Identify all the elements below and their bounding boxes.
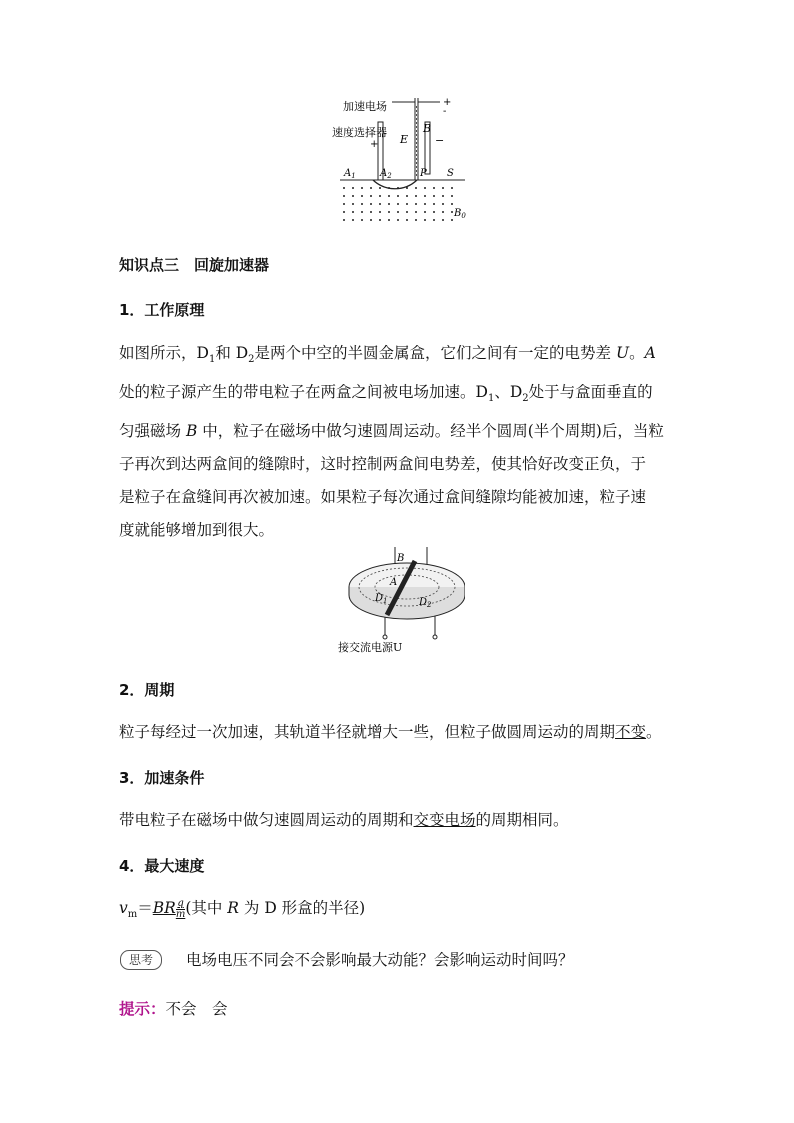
sign-plus-top: + [443,97,452,108]
field-dot [379,203,381,205]
working-principle-paragraph [119,337,679,547]
label-P: P [420,168,427,179]
caption-ac-source: 接交流电源U [338,641,403,654]
field-dot [442,219,444,221]
field-dot [451,211,453,213]
heading-accel-condition: 3．加速条件 [119,769,205,787]
sign-minus-top: - [443,106,447,117]
field-dot [343,195,345,197]
field-dot [343,219,345,221]
field-dot [424,195,426,197]
label-B0: $B_0$ [454,208,466,220]
period-text: 粒子每经过一次加速，其轨道半径就增大一些，但粒子做圆周运动的周期不变。 [119,723,662,741]
field-dot [388,219,390,221]
field-dot [379,187,381,189]
field-dot [370,187,372,189]
field-dot [451,219,453,221]
field-dot [352,195,354,197]
field-dot [406,219,408,221]
heading-period: 2．周期 [119,681,175,699]
think-question: 电场电压不同会不会影响最大动能？会影响运动时间吗？ [186,951,574,969]
field-dot [424,211,426,213]
field-dot [370,203,372,205]
label-velocity-selector: 速度选择器 [332,126,387,139]
field-dot [379,195,381,197]
heading-working-principle: 1．工作原理 [119,301,205,319]
label-D1: $D_1$ [375,593,388,605]
field-dot [397,211,399,213]
label-accel-field: 加速电场 [343,100,387,113]
para-line-5: 是粒子在盒缝间再次被加速。如果粒子每次通过盒间缝隙均能被加速，粒子速 [119,488,647,507]
field-dot [352,219,354,221]
field-dot [406,195,408,197]
field-dot [388,195,390,197]
field-dot [343,211,345,213]
field-dot [415,203,417,205]
field-dot [451,203,453,205]
field-dot [433,211,435,213]
field-dot [379,219,381,221]
field-dot [361,187,363,189]
label-D2: $D_2$ [419,597,432,609]
field-dot [343,203,345,205]
field-dot [442,203,444,205]
accel-condition-text: 带电粒子在磁场中做匀速圆周运动的周期和交变电场的周期相同。 [119,811,569,829]
field-dot [379,211,381,213]
field-dot [442,195,444,197]
field-dot [433,195,435,197]
field-dot [433,203,435,205]
sign-minus-right: − [435,134,445,147]
hint-line [119,997,228,1019]
label-A: A [390,577,398,588]
label-S: S [447,168,454,179]
field-dot [415,211,417,213]
field-dot [361,195,363,197]
field-dot [388,211,390,213]
para-line-3: 匀强磁场 B 中，粒子在磁场中做匀速圆周运动。经半个圆周(半个周期)后，当粒 [119,422,664,441]
field-dot [415,195,417,197]
label-A2: $A_2$ [380,168,392,180]
hint-label: 提示： [119,1000,166,1018]
field-dot [370,195,372,197]
think-badge: 思考 [120,950,162,970]
field-dot [361,219,363,221]
sign-plus-left: + [370,139,379,150]
field-dot [433,187,435,189]
field-dot [442,211,444,213]
label-A1: $A_1$ [344,168,356,180]
label-B: B [397,553,405,564]
para-line-1: 如图所示，$D_1$和 $D_2$是两个中空的半圆金属盒，它们之间有一定的电势差 U。A [119,344,656,366]
heading-max-speed: 4．最大速度 [119,857,205,875]
field-dot [352,203,354,205]
field-dot [415,187,417,189]
field-dot [415,219,417,221]
field-dot [433,219,435,221]
hint-answer: 不会 会 [165,1000,228,1018]
field-dot [424,219,426,221]
field-dot [352,187,354,189]
section-title: 知识点三 回旋加速器 [119,256,270,274]
field-dot [370,211,372,213]
field-dot [397,219,399,221]
field-dot [424,203,426,205]
field-dot [352,211,354,213]
para-line-6: 度就能够增加到很大。 [119,521,275,540]
magnetic-field-dots [343,187,453,221]
field-dot [442,187,444,189]
field-dot [406,203,408,205]
cyclotron-figure [335,545,465,655]
field-dot [388,203,390,205]
field-dot [451,195,453,197]
para-line-4: 子再次到达两盒间的缝隙时，这时控制两盒间电势差，使其恰好改变正负，于 [119,455,647,474]
field-dot [361,203,363,205]
field-dot [451,187,453,189]
field-dot [424,187,426,189]
label-E: E [400,133,409,146]
label-B: B [423,122,432,135]
field-dot [361,211,363,213]
field-dot [397,203,399,205]
para-line-2: 处的粒子源产生的带电粒子在两盒之间被电场加速。$D_1$、$D_2$处于与盒面垂直的 [119,383,653,405]
field-dot [343,187,345,189]
field-dot [397,195,399,197]
mass-spectrometer-figure [330,92,480,232]
field-dot [406,211,408,213]
max-speed-formula: $v_m=BR$ $\frac{q}{m}$ (其中 R 为 D 形盒的半径) [119,897,366,921]
field-dot [370,219,372,221]
